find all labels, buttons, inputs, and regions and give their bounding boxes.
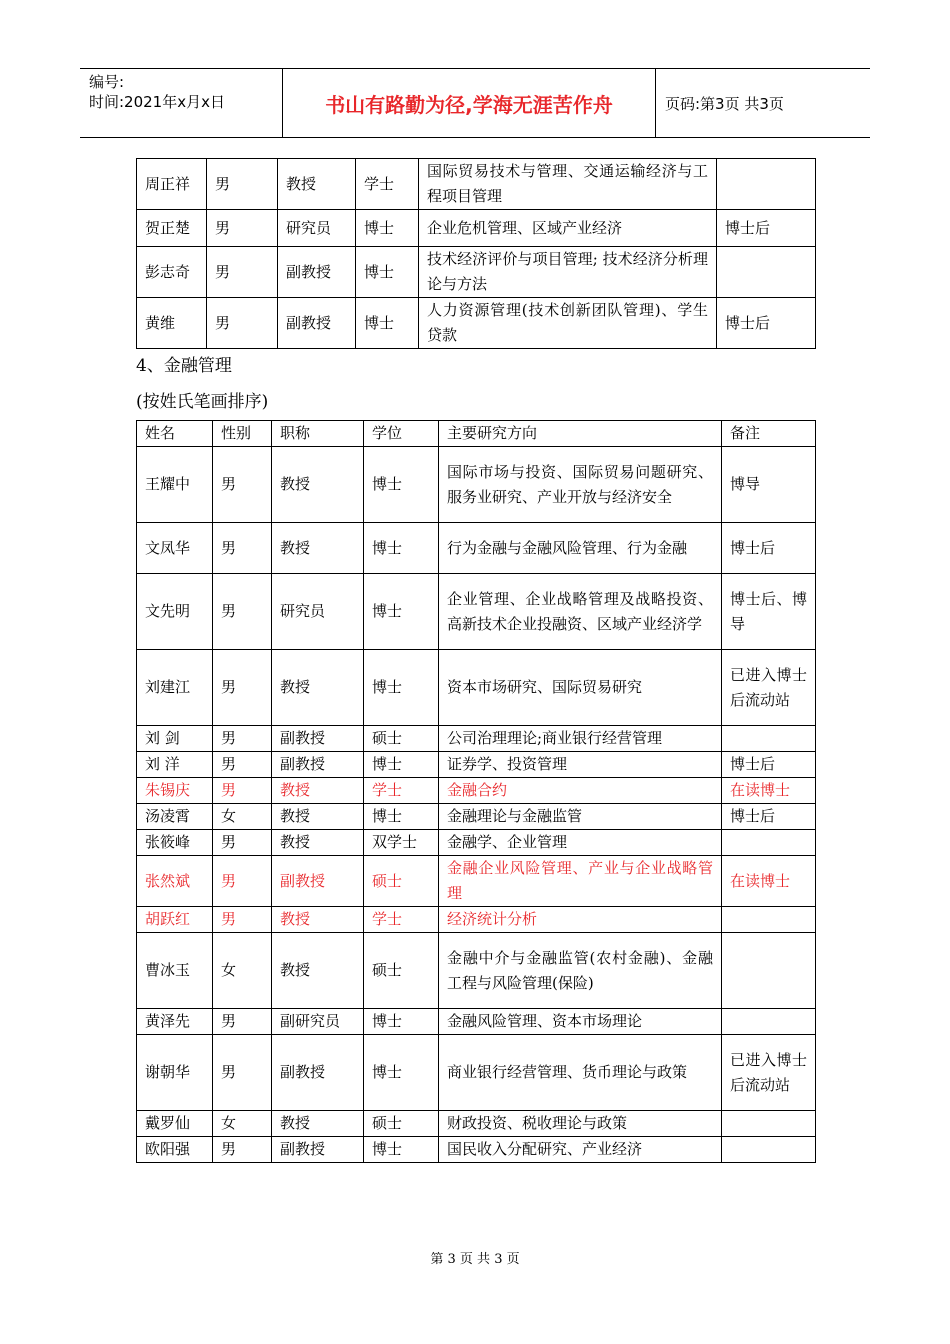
- research-cell: 企业管理、企业战略管理及战略投资、高新技术企业投融资、区域产业经济学: [439, 574, 722, 650]
- remark-cell: 博士后、博导: [722, 574, 816, 650]
- name-cell: 曹冰玉: [137, 933, 213, 1009]
- page-header: [80, 68, 870, 138]
- name-cell: 王耀中: [137, 447, 213, 523]
- gender-cell: 男: [213, 856, 272, 907]
- gender-cell: 女: [213, 804, 272, 830]
- name-cell: 彭志奇: [137, 247, 207, 298]
- remark-cell: [722, 726, 816, 752]
- degree-cell: 博士: [364, 1009, 439, 1035]
- header-page-number: 页码:第3页 共3页: [665, 94, 784, 113]
- degree-cell: 双学士: [364, 830, 439, 856]
- table-row: [137, 1035, 816, 1111]
- degree-cell: 博士: [364, 752, 439, 778]
- remark-cell: [722, 907, 816, 933]
- table-row: [137, 830, 816, 856]
- degree-cell: 博士: [356, 247, 419, 298]
- research-cell: 金融合约: [439, 778, 722, 804]
- remark-cell: [722, 1111, 816, 1137]
- title-cell: 教授: [272, 907, 364, 933]
- table-row: [137, 726, 816, 752]
- remark-cell: [717, 247, 816, 298]
- research-cell: 金融风险管理、资本市场理论: [439, 1009, 722, 1035]
- name-cell: 欧阳强: [137, 1137, 213, 1163]
- research-cell: 国际市场与投资、国际贸易问题研究、服务业研究、产业开放与经济安全: [439, 447, 722, 523]
- degree-cell: 博士: [356, 210, 419, 247]
- table-row: [137, 523, 816, 574]
- remark-cell: 博导: [722, 447, 816, 523]
- table-row: [137, 1009, 816, 1035]
- research-cell: 资本市场研究、国际贸易研究: [439, 650, 722, 726]
- title-cell: 教授: [278, 159, 356, 210]
- column-header: 备注: [722, 421, 816, 447]
- remark-cell: 博士后: [717, 210, 816, 247]
- research-cell: 技术经济评价与项目管理; 技术经济分析理论与方法: [419, 247, 717, 298]
- gender-cell: 男: [213, 907, 272, 933]
- remark-cell: 在读博士: [722, 778, 816, 804]
- title-cell: 教授: [272, 650, 364, 726]
- degree-cell: 学士: [356, 159, 419, 210]
- gender-cell: 男: [213, 523, 272, 574]
- title-cell: 教授: [272, 933, 364, 1009]
- name-cell: 贺正楚: [137, 210, 207, 247]
- degree-cell: 学士: [364, 907, 439, 933]
- header-meta: [80, 69, 283, 137]
- remark-cell: 博士后: [722, 523, 816, 574]
- name-cell: 文先明: [137, 574, 213, 650]
- header-motto: 书山有路勤为径,学海无涯苦作舟: [283, 69, 656, 137]
- research-cell: 公司治理理论;商业银行经营管理: [439, 726, 722, 752]
- degree-cell: 博士: [364, 574, 439, 650]
- name-cell: 黄维: [137, 298, 207, 349]
- degree-cell: 博士: [364, 523, 439, 574]
- research-cell: 财政投资、税收理论与政策: [439, 1111, 722, 1137]
- degree-cell: 硕士: [364, 1111, 439, 1137]
- research-cell: 金融企业风险管理、产业与企业战略管理: [439, 856, 722, 907]
- title-cell: 副研究员: [272, 1009, 364, 1035]
- degree-cell: 硕士: [364, 933, 439, 1009]
- table-row: [137, 1111, 816, 1137]
- remark-cell: [722, 830, 816, 856]
- remark-cell: [722, 1137, 816, 1163]
- section-note: (按姓氏笔画排序): [136, 392, 269, 412]
- gender-cell: 男: [207, 247, 278, 298]
- gender-cell: 男: [207, 159, 278, 210]
- finance-faculty-table: [136, 420, 816, 1163]
- research-cell: 证券学、投资管理: [439, 752, 722, 778]
- column-header: 主要研究方向: [439, 421, 722, 447]
- title-cell: 研究员: [272, 574, 364, 650]
- degree-cell: 博士: [364, 1035, 439, 1111]
- table-row: [137, 804, 816, 830]
- name-cell: 胡跃红: [137, 907, 213, 933]
- gender-cell: 男: [213, 1137, 272, 1163]
- title-cell: 副教授: [272, 1137, 364, 1163]
- title-cell: 副教授: [272, 752, 364, 778]
- title-cell: 教授: [272, 447, 364, 523]
- column-header: 学位: [364, 421, 439, 447]
- table-row: [137, 159, 816, 210]
- gender-cell: 男: [213, 447, 272, 523]
- table-row: [137, 1137, 816, 1163]
- page-footer: 第 3 页 共 3 页: [430, 1252, 520, 1267]
- research-cell: 商业银行经营管理、货币理论与政策: [439, 1035, 722, 1111]
- name-cell: 朱锡庆: [137, 778, 213, 804]
- degree-cell: 博士: [364, 447, 439, 523]
- title-cell: 教授: [272, 523, 364, 574]
- table-row: [137, 574, 816, 650]
- title-cell: 教授: [272, 830, 364, 856]
- remark-cell: 已进入博士后流动站: [722, 650, 816, 726]
- research-cell: 企业危机管理、区域产业经济: [419, 210, 717, 247]
- name-cell: 戴罗仙: [137, 1111, 213, 1137]
- remark-cell: [722, 1009, 816, 1035]
- research-cell: 国民收入分配研究、产业经济: [439, 1137, 722, 1163]
- title-cell: 副教授: [278, 247, 356, 298]
- column-header: 职称: [272, 421, 364, 447]
- gender-cell: 男: [213, 650, 272, 726]
- gender-cell: 男: [213, 752, 272, 778]
- degree-cell: 学士: [364, 778, 439, 804]
- degree-cell: 博士: [364, 650, 439, 726]
- remark-cell: 博士后: [722, 752, 816, 778]
- remark-cell: 已进入博士后流动站: [722, 1035, 816, 1111]
- name-cell: 黄泽先: [137, 1009, 213, 1035]
- table-row: [137, 650, 816, 726]
- degree-cell: 硕士: [364, 726, 439, 752]
- table-row: [137, 298, 816, 349]
- gender-cell: 男: [213, 778, 272, 804]
- research-cell: 金融理论与金融监管: [439, 804, 722, 830]
- table-row-highlighted: [137, 907, 816, 933]
- title-cell: 研究员: [278, 210, 356, 247]
- name-cell: 文凤华: [137, 523, 213, 574]
- name-cell: 汤凌霄: [137, 804, 213, 830]
- table-row: [137, 447, 816, 523]
- table-row: [137, 933, 816, 1009]
- gender-cell: 男: [213, 726, 272, 752]
- gender-cell: 男: [213, 830, 272, 856]
- degree-cell: 博士: [364, 804, 439, 830]
- research-cell: 经济统计分析: [439, 907, 722, 933]
- section-title: 4、金融管理: [136, 356, 232, 376]
- research-cell: 金融中介与金融监管(农村金融)、金融工程与风险管理(保险): [439, 933, 722, 1009]
- table-row: [137, 210, 816, 247]
- document-time-label: 时间:2021年x月x日: [89, 93, 225, 111]
- table-header-row: [137, 421, 816, 447]
- degree-cell: 博士: [356, 298, 419, 349]
- remark-cell: 博士后: [722, 804, 816, 830]
- research-cell: 国际贸易技术与管理、交通运输经济与工程项目管理: [419, 159, 717, 210]
- name-cell: 张然斌: [137, 856, 213, 907]
- document-number-label: 编号:: [89, 73, 125, 91]
- gender-cell: 男: [213, 1009, 272, 1035]
- gender-cell: 男: [207, 210, 278, 247]
- title-cell: 教授: [272, 778, 364, 804]
- title-cell: 副教授: [272, 856, 364, 907]
- name-cell: 刘建江: [137, 650, 213, 726]
- table-row: [137, 247, 816, 298]
- research-cell: 人力资源管理(技术创新团队管理)、学生贷款: [419, 298, 717, 349]
- faculty-table-continued: [136, 158, 816, 349]
- column-header: 性别: [213, 421, 272, 447]
- degree-cell: 博士: [364, 1137, 439, 1163]
- gender-cell: 男: [213, 1035, 272, 1111]
- table-row-highlighted: [137, 856, 816, 907]
- name-cell: 周正祥: [137, 159, 207, 210]
- name-cell: 刘 洋: [137, 752, 213, 778]
- gender-cell: 男: [207, 298, 278, 349]
- table-row: [137, 752, 816, 778]
- remark-cell: [717, 159, 816, 210]
- name-cell: 刘 剑: [137, 726, 213, 752]
- title-cell: 副教授: [272, 726, 364, 752]
- gender-cell: 男: [213, 574, 272, 650]
- name-cell: 谢朝华: [137, 1035, 213, 1111]
- degree-cell: 硕士: [364, 856, 439, 907]
- title-cell: 副教授: [272, 1035, 364, 1111]
- remark-cell: [722, 933, 816, 1009]
- gender-cell: 女: [213, 933, 272, 1009]
- gender-cell: 女: [213, 1111, 272, 1137]
- remark-cell: 博士后: [717, 298, 816, 349]
- title-cell: 教授: [272, 804, 364, 830]
- remark-cell: 在读博士: [722, 856, 816, 907]
- table-row-highlighted: [137, 778, 816, 804]
- title-cell: 副教授: [278, 298, 356, 349]
- research-cell: 行为金融与金融风险管理、行为金融: [439, 523, 722, 574]
- research-cell: 金融学、企业管理: [439, 830, 722, 856]
- title-cell: 教授: [272, 1111, 364, 1137]
- column-header: 姓名: [137, 421, 213, 447]
- name-cell: 张筱峰: [137, 830, 213, 856]
